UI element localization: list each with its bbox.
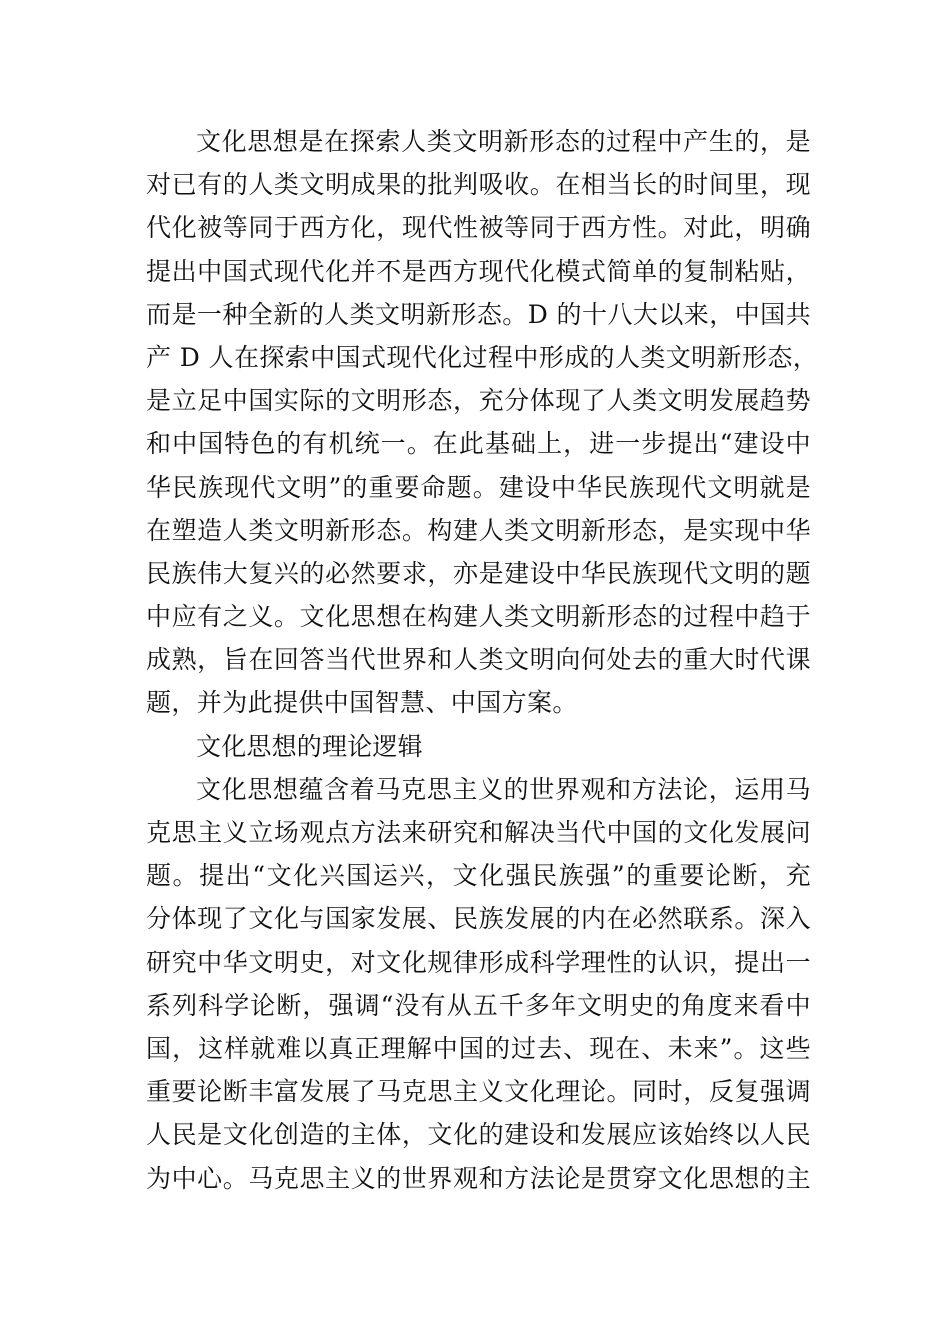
paragraph-line: 文化思想蕴含着马克思主义的世界观和方法论，运用马 [196, 774, 811, 804]
paragraph-line: 为中心。马克思主义的世界观和方法论是贯穿文化思想的主 [146, 1163, 811, 1193]
paragraph-line: 中应有之义。文化思想在构建人类文明新形态的过程中趋于 [146, 602, 811, 632]
paragraph-line: 提出中国式现代化并不是西方现代化模式简单的复制粘贴， [146, 256, 811, 286]
paragraph-line: 华民族现代文明”的重要命题。建设中华民族现代文明就是 [146, 472, 811, 502]
paragraph-line: 对已有的人类文明成果的批判吸收。在相当长的时间里，现 [146, 170, 811, 200]
paragraph-line: 克思主义立场观点方法来研究和解决当代中国的文化发展问 [146, 818, 811, 847]
paragraph-line: 在塑造人类文明新形态。构建人类文明新形态，是实现中华 [146, 515, 811, 545]
paragraph-line: 民族伟大复兴的必然要求，亦是建设中华民族现代文明的题 [146, 558, 811, 588]
section-heading: 文化思想的理论逻辑 [196, 731, 423, 761]
paragraph-line: 产 D 人在探索中国式现代化过程中形成的人类文明新形态， [146, 342, 819, 372]
paragraph-line: 系列科学论断，强调“没有从五千多年文明史的角度来看中 [146, 990, 811, 1020]
paragraph-2 [146, 768, 811, 1200]
paragraph-line: 是立足中国实际的文明形态，充分体现了人类文明发展趋势 [146, 386, 811, 416]
document-body [146, 120, 819, 1200]
paragraph-line: 和中国特色的有机统一。在此基础上，进一步提出“建设中 [146, 429, 811, 459]
paragraph-line: 研究中华文明史，对文化规律形成科学理性的认识，提出一 [146, 947, 811, 977]
paragraph-line: 代化被等同于西方化，现代性被等同于西方性。对此，明确 [146, 213, 811, 243]
paragraph-line: 文化思想是在探索人类文明新形态的过程中产生的，是 [196, 127, 811, 156]
paragraph-line: 人民是文化创造的主体，文化的建设和发展应该始终以人民 [146, 1120, 811, 1150]
paragraph-line: 而是一种全新的人类文明新形态。D 的十八大以来，中国共 [146, 299, 811, 329]
paragraph-1 [146, 120, 819, 725]
paragraph-line: 题。提出“文化兴国运兴，文化强民族强”的重要论断，充 [146, 861, 811, 891]
paragraph-line: 重要论断丰富发展了马克思主义文化理论。同时，反复强调 [146, 1077, 811, 1107]
paragraph-line: 题，并为此提供中国智慧、中国方案。 [146, 688, 578, 718]
paragraph-line: 分体现了文化与国家发展、民族发展的内在必然联系。深入 [146, 904, 811, 934]
paragraph-line: 成熟，旨在回答当代世界和人类文明向何处去的重大时代课 [146, 645, 811, 675]
paragraph-line: 国，这样就难以真正理解中国的过去、现在、未来”。这些 [146, 1033, 811, 1063]
